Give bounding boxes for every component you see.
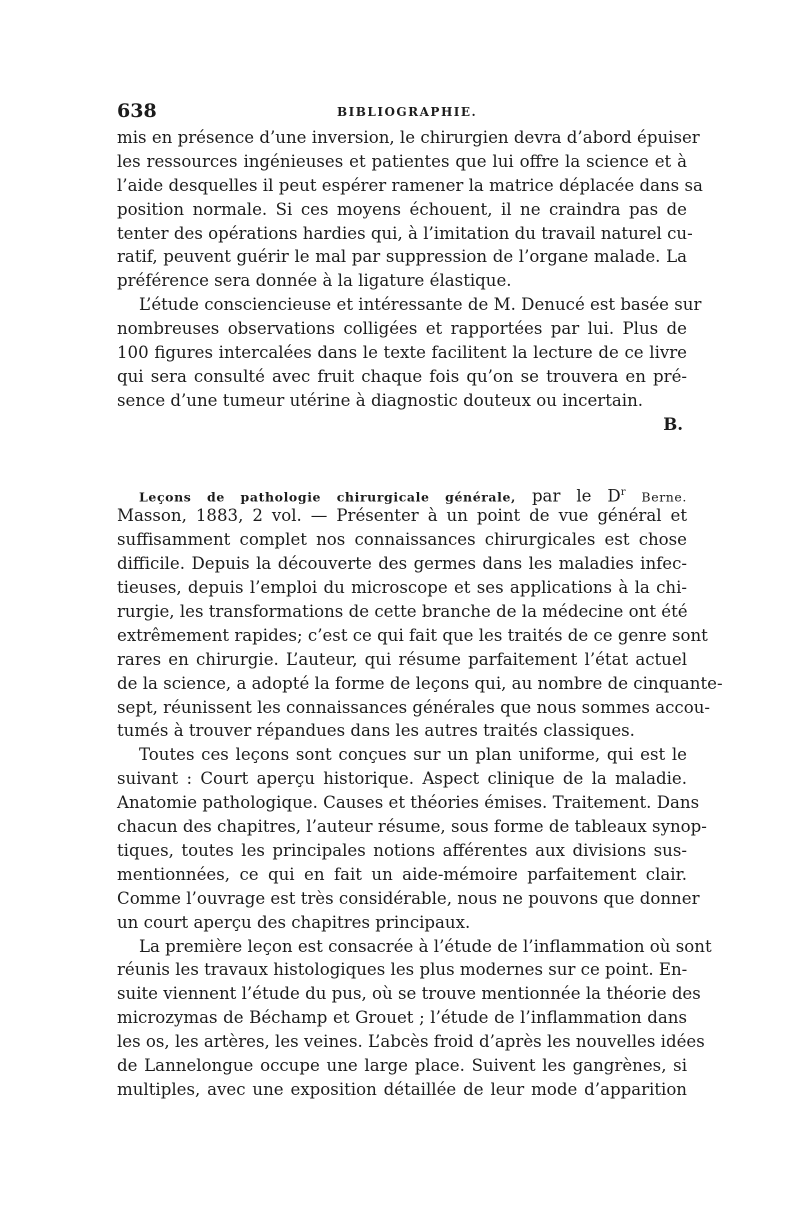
text-line: de Lannelongue occupe une large place. Suivent les gangrènes, si [117,1055,687,1075]
text-line: position normale. Si ces moyens échouent, il ne craindra pas de [117,199,687,219]
text-line: réunis les travaux histologiques les plus modernes sur ce point. En- [117,960,688,980]
text-line: Masson, 1883, 2 vol. — Présenter à un point de vue général et [117,506,687,526]
text-line: rurgie, les transformations de cette branche de la médecine ont été [117,602,688,622]
running-head: BIBLIOGRAPHIE. [337,105,478,119]
text-line: mentionnées, ce qui en fait un aide-mémoire parfaitement clair. [117,864,687,884]
text-line: préférence sera donnée à la ligature élastique. [117,271,512,291]
review-by: par le D [531,486,621,506]
review-title-line [117,481,687,505]
text-line: microzymas de Béchamp et Grouet ; l’étude de l’inflammation dans [117,1008,687,1028]
text-line: qui sera consulté avec fruit chaque fois qu’on se trouvera en pré- [117,366,687,386]
text-line: difficile. Depuis la découverte des germes dans les maladies infec- [117,554,687,574]
text-line: tenter des opérations hardies qui, à l’imitation du travail naturel cu- [117,223,693,243]
text-line: un court aperçu des chapitres principaux. [117,912,471,932]
text-line: les ressources ingénieuses et patientes que lui offre la science et à [117,151,687,171]
paragraph-continuation [117,126,703,293]
text-line: Anatomie pathologique. Causes et théories émises. Traitement. Dans [117,793,700,813]
text-line: nombreuses observations colligées et rapportées par lui. Plus de [117,319,687,339]
text-line: 100 figures intercalées dans le texte facilitent la lecture de ce livre [117,343,687,363]
text-line: La première leçon est consacrée à l’étude de l’inflammation où sont [139,936,712,956]
text-line: extrêmement rapides; c’est ce qui fait que les traités de ce genre sont [117,625,708,645]
text-line: tieuses, depuis l’emploi du microscope et ses applications à la chi- [117,578,687,598]
text-line: rares en chirurgie. L’auteur, qui résume parfaitement l’état actuel [117,649,687,669]
text-line: mis en présence d’une inversion, le chirurgien devra d’abord épuiser [117,128,700,147]
paragraph-study-denuce [117,293,702,436]
text-line: suite viennent l’étude du pus, où se trouve mentionnée la théorie des [117,984,701,1004]
section-gap [117,437,687,481]
text-line: de la science, a adopté la forme de leçons qui, au nombre de cinquante- [117,673,723,693]
text-line: Toutes ces leçons sont conçues sur un plan uniforme, qui est le [139,745,687,765]
review-author: Berne. [641,489,687,505]
page-number: 638 [117,100,157,122]
review-by-sup: r [620,486,626,498]
text-line: suivant : Court aperçu historique. Aspect clinique de la maladie. [117,769,687,789]
review-signoff: B. [663,413,683,434]
review-berne [117,481,723,1102]
body-text [117,126,723,1102]
text-line: Comme l’ouvrage est très considérable, nous ne pouvons que donner [117,888,700,908]
text-line: l’aide desquelles il peut espérer ramener la matrice déplacée dans sa [117,175,703,195]
text-line: les os, les artères, les veines. L’abcès froid d’après les nouvelles idées [117,1032,705,1052]
text-line: sept, réunissent les connaissances générales que nous sommes accou- [117,697,710,717]
text-line: chacun des chapitres, l’auteur résume, sous forme de tableaux synop- [117,817,707,837]
text-line: sence d’une tumeur utérine à diagnostic douteux ou incertain. [117,390,644,410]
text-line: multiples, avec une exposition détaillée de leur mode d’apparition [117,1079,687,1099]
text-line: L’étude consciencieuse et intéressante de M. Denucé est basée sur [139,295,702,315]
text-line: tiques, toutes les principales notions afférentes aux divisions sus- [117,840,687,860]
review-book-title: Leçons de pathologie chirurgicale générale, [139,489,516,505]
text-line: suffisamment complet nos connaissances chirurgicales est chose [117,530,687,550]
text-line: ratif, peuvent guérir le mal par suppression de l’organe malade. La [117,247,687,267]
text-line: tumés à trouver répandues dans les autres traités classiques. [117,721,635,741]
